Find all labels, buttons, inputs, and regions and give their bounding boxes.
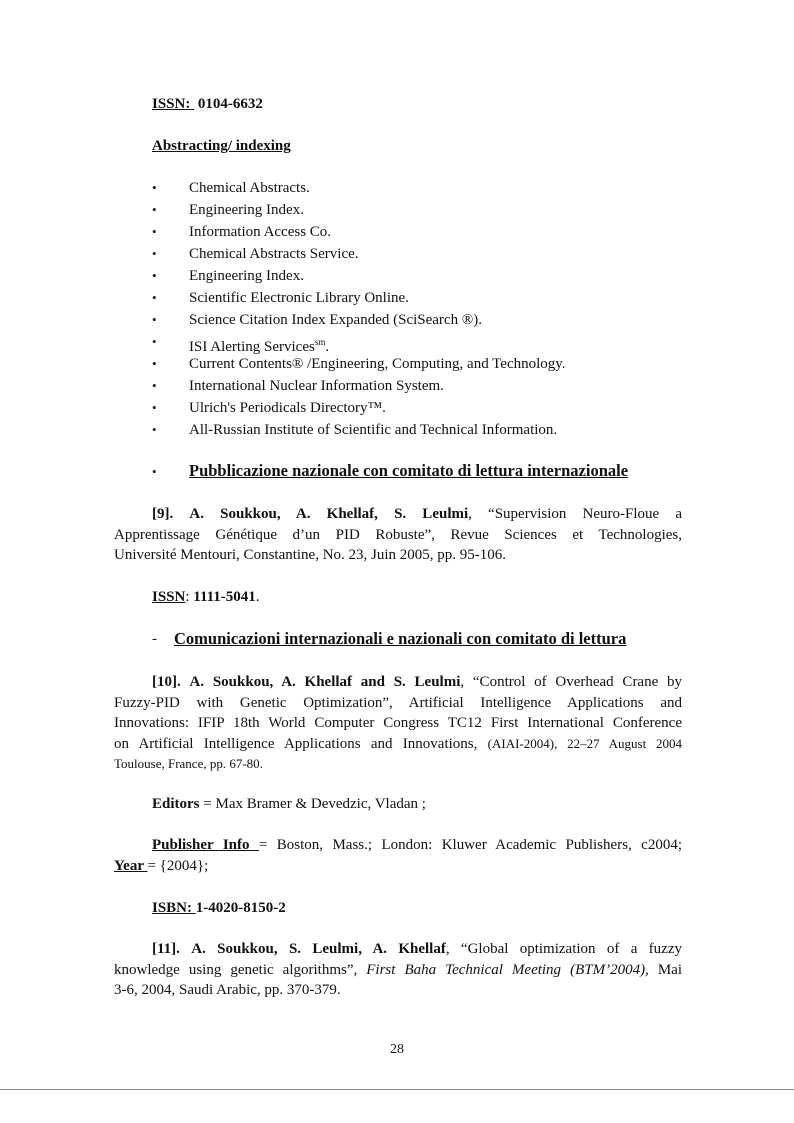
ref-text: , “Supervision Neuro-Floue a (468, 506, 682, 522)
bullet-icon: • (152, 356, 157, 371)
list-item: Scientific Electronic Library Online. (189, 290, 409, 306)
ref-number: [11]. (152, 941, 180, 957)
editors-line (152, 794, 426, 814)
ref-number: [10]. (152, 674, 181, 690)
list-item: Information Access Co. (189, 224, 332, 240)
list-item: Engineering Index. (189, 268, 304, 284)
issn-end: . (255, 589, 260, 605)
list-item: Chemical Abstracts Service. (189, 246, 359, 262)
section-heading-communications: Comunicazioni internazionali e nazionali con comitato di lettura (174, 629, 627, 648)
list-item: Chemical Abstracts. (189, 180, 310, 196)
list-item: Science Citation Index Expanded (SciSearch ®). (189, 312, 482, 328)
issn-sep: : (185, 589, 190, 605)
list-item: All-Russian Institute of Scientific and Technical Information. (189, 422, 558, 438)
bullet-icon: • (152, 334, 157, 349)
ref-text: on Artificial Intelligence Applications and Innovations, (114, 735, 488, 752)
publisher-value: = Boston, Mass.; London: Kluwer Academic Publishers, c2004; (258, 837, 682, 853)
ref-text-italic: , First Baha Technical Meeting (BTM’2004), (353, 961, 649, 978)
page-number: 28 (390, 1042, 404, 1057)
editors-value: = Max Bramer & Devedzic, Vladan ; (199, 796, 426, 812)
section-heading-national: Pubblicazione nazionale con comitato di lettura internazionale (189, 461, 629, 480)
list-item: Engineering Index. (189, 202, 304, 218)
isi-period: . (325, 339, 330, 355)
isbn-value: 1-4020-8150-2 (195, 900, 286, 916)
ref-text: , “Control of Overhead Crane by (460, 674, 682, 690)
ref-text: Apprentissage Génétique d’un PID Robuste”, Revue Sciences et Technologies, (114, 526, 682, 543)
ref-text: (AIAI-2004), 22–27 August 2004 (487, 735, 682, 751)
year-label: Year (114, 857, 148, 874)
bullet-icon: • (152, 378, 157, 393)
ref-text: Mai (648, 961, 682, 978)
publisher-block (114, 835, 682, 876)
ref-number: [9]. (152, 506, 174, 522)
section-dash: - (152, 631, 157, 647)
ref-text: , “Global optimization of a fuzzy (445, 941, 682, 957)
bullet-icon: • (152, 400, 157, 415)
bullet-icon: • (152, 290, 157, 305)
footer-divider (0, 1089, 794, 1090)
issn-sep: : (185, 96, 191, 112)
ref-text: Toulouse, France, pp. 67-80. (114, 756, 263, 771)
list-item: Ulrich's Periodicals Directory™. (189, 400, 386, 416)
reference-10 (114, 672, 682, 775)
bullet-icon: • (152, 422, 157, 437)
ref-text: Innovations: IFIP 18th World Computer Congress TC12 First International Conference (114, 715, 682, 731)
bullet-icon: • (152, 246, 157, 261)
ref-authors: A. Soukkou, A. Khellaf, S. Leulmi (189, 506, 469, 522)
reference-9 (114, 504, 682, 566)
bullet-icon: • (152, 268, 157, 283)
issn-value: 0104-6632 (194, 96, 263, 112)
issn-line (152, 587, 260, 607)
isbn-label: ISBN: (152, 900, 196, 916)
ref-text: knowledge using genetic algorithms” (114, 961, 354, 978)
ref-authors: A. Soukkou, S. Leulmi, A. Khellaf (191, 941, 446, 957)
publisher-label: Publisher Info (152, 837, 259, 853)
ref-authors: A. Soukkou, A. Khellaf and S. Leulmi (189, 674, 461, 690)
list-item: International Nuclear Information System. (189, 378, 444, 394)
isi-text: ISI Alerting Services (189, 339, 315, 355)
ref-text: 3-6, 2004, Saudi Arabic, pp. 370-379. (114, 982, 341, 998)
list-item: Current Contents® /Engineering, Computing, and Technology. (189, 356, 566, 372)
issn-value: 1111-5041 (189, 589, 256, 605)
issn-label: ISSN (152, 96, 186, 112)
year-value: = {2004}; (147, 857, 209, 874)
bullet-icon: • (152, 464, 157, 479)
ref-text: Fuzzy-PID with Genetic Optimization”, Artificial Intelligence Applications and (114, 694, 682, 711)
editors-label: Editors (152, 796, 200, 812)
issn-label: ISSN (152, 589, 186, 605)
bullet-icon: • (152, 180, 157, 195)
abstracting-heading: Abstracting/ indexing (152, 138, 291, 154)
reference-11 (114, 939, 682, 1001)
bullet-icon: • (152, 312, 157, 327)
isbn-line (152, 898, 286, 918)
bullet-icon: • (152, 202, 157, 217)
isi-superscript: sm (314, 337, 326, 347)
issn-line (152, 94, 263, 114)
bullet-icon: • (152, 224, 157, 239)
ref-text: Université Mentouri, Constantine, No. 23, Juin 2005, pp. 95-106. (114, 547, 507, 563)
